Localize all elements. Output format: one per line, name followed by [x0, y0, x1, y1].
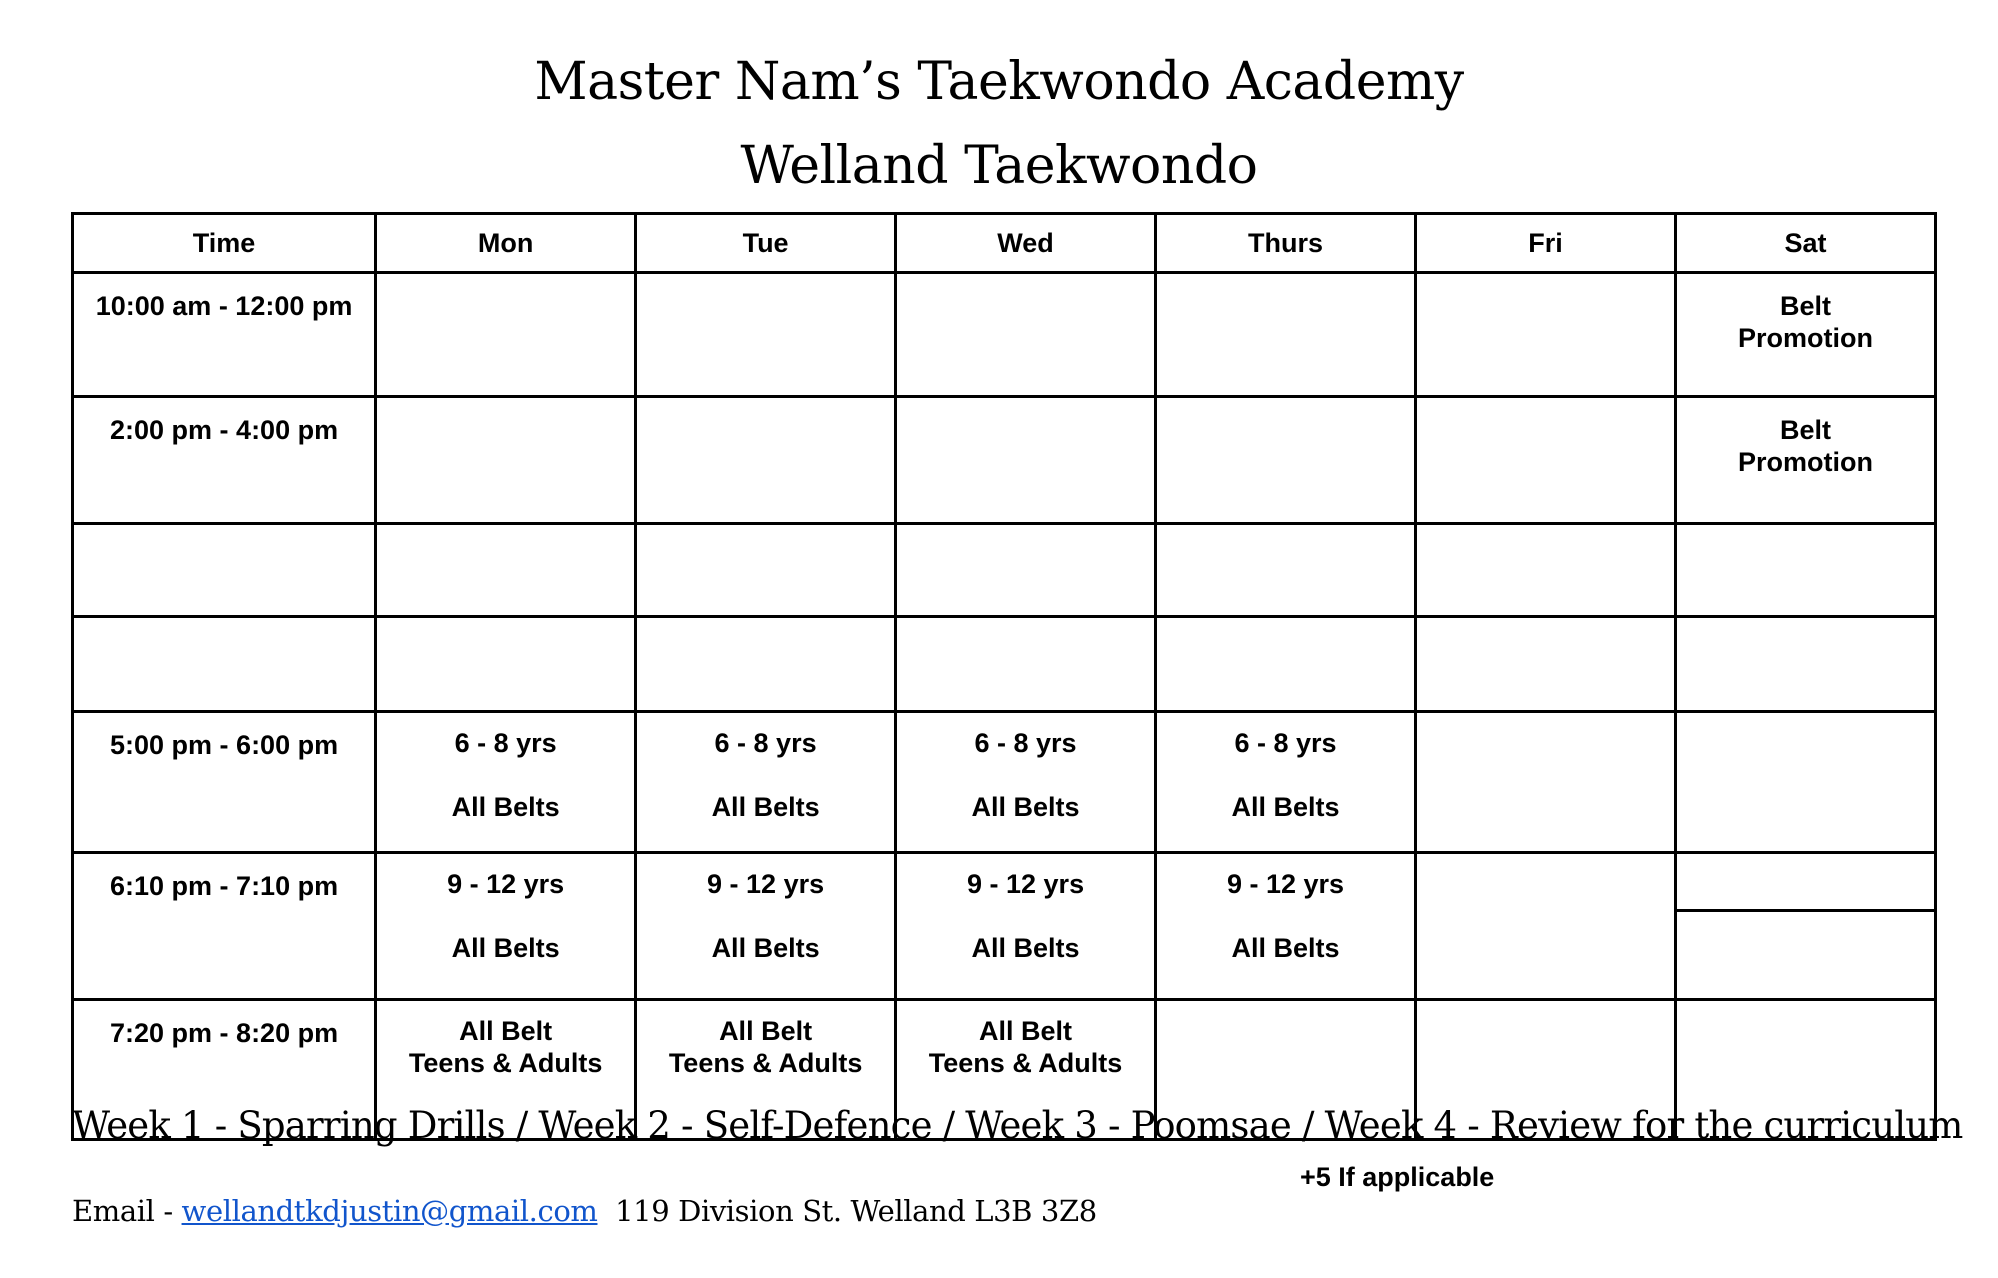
col-header-tue: Tue [636, 214, 896, 273]
schedule-cell [1675, 617, 1935, 712]
schedule-cell [376, 617, 636, 712]
schedule-cell [636, 273, 896, 397]
col-header-thurs: Thurs [1156, 214, 1416, 273]
age-group-label: 9 - 12 yrs [1226, 869, 1345, 899]
schedule-cell [376, 273, 636, 397]
schedule-cell [636, 617, 896, 712]
belt-level-label: All Belts [971, 792, 1080, 822]
time-cell: 2:00 pm - 4:00 pm [73, 397, 376, 524]
cell-divider [1677, 909, 1934, 912]
schedule-cell-thurs [1156, 853, 1416, 1000]
col-header-time: Time [73, 214, 376, 273]
class-label: Belt [1779, 415, 1831, 445]
table-row [73, 617, 1936, 712]
time-cell: 5:00 pm - 6:00 pm [73, 712, 376, 853]
schedule-cell [1416, 712, 1676, 853]
age-group-label: 6 - 8 yrs [1234, 728, 1337, 758]
schedule-cell-wed [896, 853, 1156, 1000]
class-label: All Belt [979, 1016, 1073, 1046]
class-label: All Belt [459, 1016, 553, 1046]
address-text: 119 Division St. Welland L3B 3Z8 [615, 1194, 1097, 1228]
schedule-cell [896, 524, 1156, 617]
belt-level-label: All Belts [971, 933, 1080, 963]
time-cell: 7:20 pm - 8:20 pm [73, 1000, 376, 1140]
table-row [73, 853, 1936, 1000]
class-label: Belt [1779, 291, 1831, 321]
schedule-cell [1416, 617, 1676, 712]
table-row [73, 524, 1936, 617]
belt-level-label: All Belts [1231, 792, 1340, 822]
col-header-sat: Sat [1675, 214, 1935, 273]
schedule-cell [1675, 524, 1935, 617]
schedule-cell-tue [636, 712, 896, 853]
schedule-cell-thurs [1156, 712, 1416, 853]
schedule-cell-wed [896, 712, 1156, 853]
age-group-label: 6 - 8 yrs [454, 728, 557, 758]
time-cell [73, 524, 376, 617]
schedule-cell-tue [636, 853, 896, 1000]
email-link[interactable]: wellandtkdjustin@gmail.com [181, 1194, 598, 1228]
age-group-label: 9 - 12 yrs [967, 869, 1085, 899]
schedule-cell-sat [1675, 397, 1935, 524]
academy-title: Master Nam’s Taekwondo Academy [534, 52, 1464, 112]
age-group-label: 6 - 8 yrs [974, 728, 1077, 758]
schedule-cell [376, 524, 636, 617]
schedule-cell-sat [1675, 273, 1935, 397]
schedule-cell [1156, 524, 1416, 617]
schedule-cell [1416, 397, 1676, 524]
class-label: Teens & Adults [928, 1048, 1123, 1078]
weekly-curriculum: Week 1 - Sparring Drills / Week 2 - Self-Defence / Week 3 - Poomsae / Week 4 - Review for the curriculum [72, 1104, 1963, 1147]
age-group-label: 6 - 8 yrs [714, 728, 817, 758]
schedule-cell-mon [376, 853, 636, 1000]
time-cell [73, 617, 376, 712]
class-label: Promotion [1737, 447, 1873, 477]
schedule-cell [896, 617, 1156, 712]
time-cell: 10:00 am - 12:00 pm [73, 273, 376, 397]
schedule-cell [1156, 617, 1416, 712]
age-group-label: 9 - 12 yrs [447, 869, 565, 899]
schedule-cell [636, 524, 896, 617]
academy-subtitle: Welland Taekwondo [740, 136, 1258, 196]
schedule-cell [1416, 524, 1676, 617]
col-header-mon: Mon [376, 214, 636, 273]
class-label: Teens & Adults [668, 1048, 863, 1078]
class-label: Teens & Adults [408, 1048, 603, 1078]
email-label: Email - [72, 1194, 182, 1228]
schedule-cell-sat-split [1675, 853, 1935, 1000]
curriculum-note: +5 If applicable [1300, 1162, 1495, 1192]
time-cell: 6:10 pm - 7:10 pm [73, 853, 376, 1000]
table-row [73, 712, 1936, 853]
belt-level-label: All Belts [711, 933, 820, 963]
class-label: Promotion [1737, 323, 1873, 353]
belt-level-label: All Belts [1231, 933, 1340, 963]
schedule-cell [1675, 712, 1935, 853]
col-header-wed: Wed [896, 214, 1156, 273]
schedule-cell [1156, 273, 1416, 397]
schedule-cell [1416, 853, 1676, 1000]
schedule-cell [896, 397, 1156, 524]
belt-level-label: All Belts [451, 933, 560, 963]
schedule-cell [1416, 273, 1676, 397]
belt-level-label: All Belts [451, 792, 560, 822]
schedule-cell-mon [376, 712, 636, 853]
schedule-cell [896, 273, 1156, 397]
schedule-cell [636, 397, 896, 524]
class-schedule-table [71, 212, 1937, 1141]
table-row [73, 397, 1936, 524]
table-row [73, 273, 1936, 397]
belt-level-label: All Belts [711, 792, 820, 822]
col-header-fri: Fri [1416, 214, 1676, 273]
contact-line [72, 1194, 1097, 1228]
schedule-cell [376, 397, 636, 524]
class-label: All Belt [719, 1016, 813, 1046]
header-row [73, 214, 1936, 273]
schedule-cell [1156, 397, 1416, 524]
age-group-label: 9 - 12 yrs [707, 869, 825, 899]
